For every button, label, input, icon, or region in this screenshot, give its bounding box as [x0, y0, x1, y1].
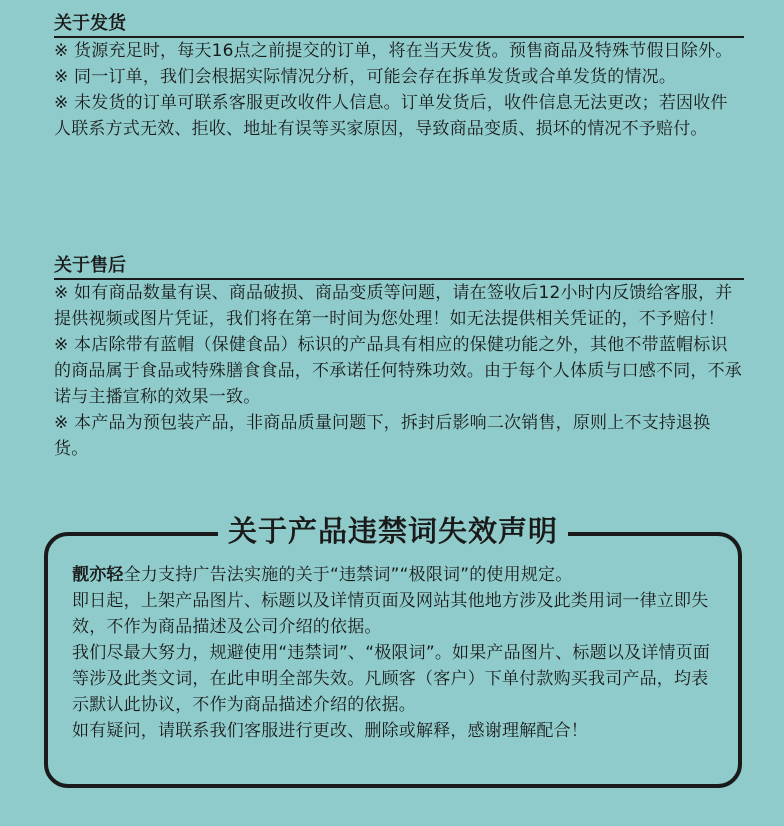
- shipping-paragraph: ※ 同一订单，我们会根据实际情况分析，可能会存在拆单发货或合单发货的情况。: [54, 67, 677, 87]
- aftersales-title: 关于售后: [54, 254, 744, 280]
- notice-heading: 关于产品违禁词失效声明: [218, 511, 568, 551]
- shipping-paragraph: ※ 货源充足时，每天16点之前提交的订单，将在当天发货。预售商品及特殊节假日除外。: [54, 41, 733, 61]
- notice-paragraph: 即日起，上架产品图片、标题以及详情页面及网站其他地方涉及此类用词一律立即失效，不作为商品描述及公司介绍的依据。: [72, 591, 709, 637]
- shipping-section: [54, 12, 744, 142]
- notice-paragraph: 如有疑问，请联系我们客服进行更改、删除或解释，感谢理解配合！: [72, 721, 588, 741]
- aftersales-paragraph: ※ 本产品为预包装产品，非商品质量问题下，拆封后影响二次销售，原则上不支持退换货。: [54, 413, 711, 459]
- aftersales-paragraph: ※ 如有商品数量有误、商品破损、商品变质等问题，请在签收后12小时内反馈给客服，并提供视频或图片凭证，我们将在第一时间为您处理！如无法提供相关凭证的，不予赔付！: [54, 283, 733, 329]
- notice-paragraph: 我们尽最大努力，规避使用“违禁词”、“极限词”。如果产品图片、标题以及详情页面等涉及此类文词，在此申明全部失效。凡顾客（客户）下单付款购买我司产品，均表示默认此协议，不作为商品描述介绍的依据。: [72, 643, 711, 715]
- aftersales-paragraph: ※ 本店除带有蓝帽（保健食品）标识的产品具有相应的保健功能之外，其他不带蓝帽标识的商品属于食品或特殊膳食食品，不承诺任何特殊功效。由于每个人体质与口感不同，不承诺与主播宣称的效果一致。: [54, 335, 742, 407]
- aftersales-section: [54, 254, 744, 462]
- prohibited-words-notice-box: [44, 514, 742, 788]
- notice-body: [72, 562, 722, 744]
- brand-name: 靓亦轻: [72, 565, 124, 585]
- shipping-title: 关于发货: [54, 12, 744, 38]
- notice-intro-text: 全力支持广告法实施的关于“违禁词”“极限词”的使用规定。: [123, 565, 573, 585]
- notice-intro: [72, 562, 722, 588]
- shipping-paragraph: ※ 未发货的订单可联系客服更改收件人信息。订单发货后，收件信息无法更改；若因收件人联系方式无效、拒收、地址有误等买家原因，导致商品变质、损坏的情况不予赔付。: [54, 93, 728, 139]
